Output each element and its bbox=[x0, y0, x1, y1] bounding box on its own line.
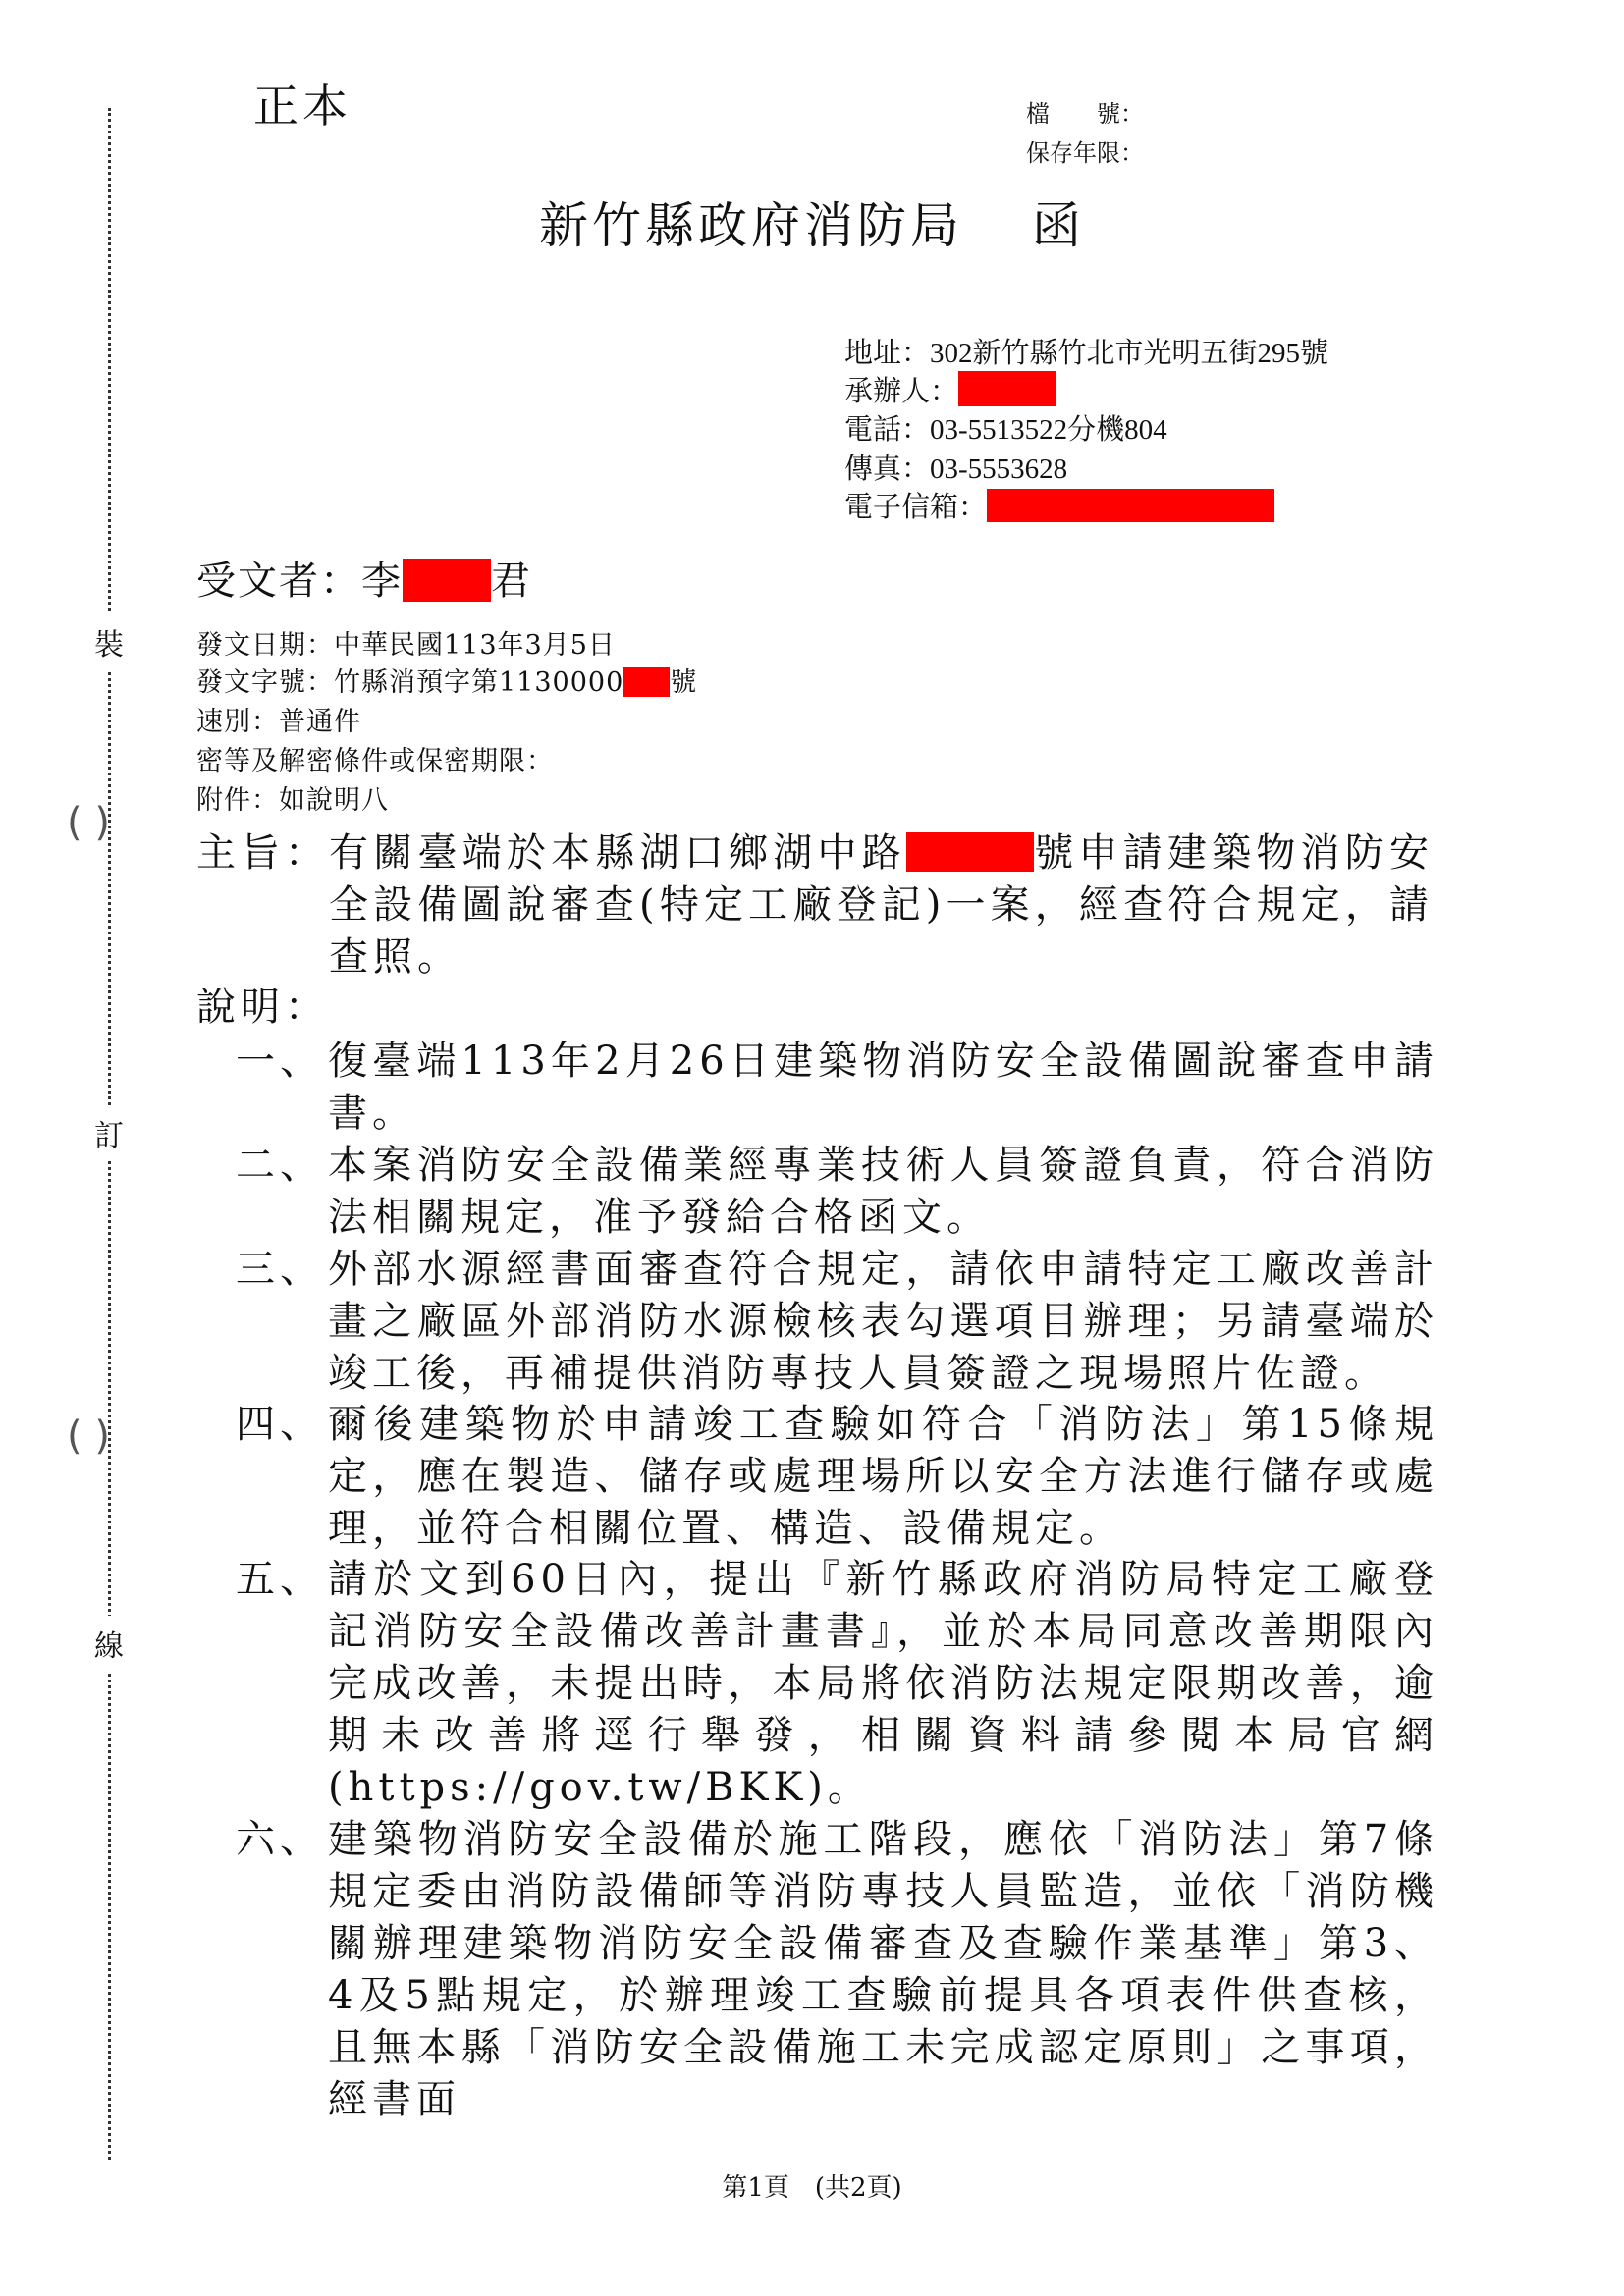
agency-name: 新竹縣政府消防局 bbox=[539, 197, 963, 254]
page-number: 第1頁 (共2頁) bbox=[722, 2173, 902, 2203]
punch-hole-mark: ( ) bbox=[67, 800, 110, 845]
item-number: 一、 bbox=[236, 1039, 324, 1084]
explanation-item bbox=[236, 1244, 1438, 1400]
subject-text bbox=[329, 828, 1434, 984]
speed: 速別：普通件 bbox=[196, 707, 361, 737]
email bbox=[844, 485, 1274, 525]
recipient-suffix: 君 bbox=[491, 559, 532, 604]
binding-mark-xian: 線 bbox=[94, 1616, 124, 1671]
item-text: 建築物消防安全設備於施工階段，應依「消防法」第7條規定委由消防設備師等消防專技人員監造，並依「消防機關辦理建築物消防安全設備審查及查驗作業基準」第3、4及5點規定，於辦理竣工查驗前提具各項表件供查核，且無本縣「消防安全設備施工未完成認定原則」之事項，經書面 bbox=[328, 1817, 1438, 2122]
explanation-label: 說明： bbox=[196, 985, 329, 1030]
item-text: 外部水源經書面審查符合規定，請依申請特定工廠改善計畫之廠區外部消防水源檢核表勾選項目辦理；另請臺端於竣工後，再補提供消防專技人員簽證之現場照片佐證。 bbox=[328, 1247, 1438, 1396]
document-title bbox=[0, 187, 1624, 257]
redaction-box bbox=[906, 832, 1034, 872]
file-number-label: 檔 號： bbox=[1026, 100, 1144, 128]
issue-date: 發文日期：中華民國113年3月5日 bbox=[196, 630, 616, 661]
reference-prefix: 發文字號：竹縣消預字第1130000 bbox=[196, 667, 624, 698]
item-number: 二、 bbox=[236, 1143, 324, 1188]
item-number: 五、 bbox=[236, 1557, 324, 1602]
explanation-item bbox=[236, 1140, 1438, 1244]
address: 地址：302新竹縣竹北市光明五街295號 bbox=[844, 338, 1329, 369]
handler bbox=[844, 369, 1056, 409]
redaction-box bbox=[403, 559, 491, 602]
item-number: 四、 bbox=[236, 1402, 324, 1447]
item-text: 復臺端113年2月26日建築物消防安全設備圖說審查申請書。 bbox=[328, 1039, 1438, 1136]
item-text: 請於文到60日內，提出『新竹縣政府消防局特定工廠登記消防安全設備改善計畫書』，並於本局同意改善期限內完成改善，未提出時，本局將依消防法規定限期改善，逾期未改善將逕行舉發，相關資料請參閱本局官網(https://gov.tw/BKK)。 bbox=[328, 1557, 1438, 1810]
item-text: 本案消防安全設備業經專業技術人員簽證負責，符合消防法相關規定，准予發給合格函文。 bbox=[328, 1143, 1438, 1240]
reference-suffix: 號 bbox=[670, 667, 698, 698]
redaction-box bbox=[987, 489, 1274, 522]
subject-text-part-1: 有關臺端於本縣湖口鄉湖中路 bbox=[329, 830, 906, 876]
secrecy-level: 密等及解密條件或保密期限： bbox=[196, 746, 554, 776]
explanation-item bbox=[236, 1554, 1438, 1814]
explanation-item bbox=[236, 1399, 1438, 1555]
explanation-item bbox=[236, 1036, 1438, 1140]
phone: 電話：03-5513522分機804 bbox=[844, 414, 1167, 446]
redaction-box bbox=[958, 371, 1056, 406]
redaction-box bbox=[623, 667, 670, 697]
item-number: 三、 bbox=[236, 1247, 324, 1292]
recipient bbox=[196, 550, 532, 606]
item-text: 爾後建築物於申請竣工查驗如符合「消防法」第15條規定，應在製造、儲存或處理場所以安全方法進行儲存或處理，並符合相關位置、構造、設備規定。 bbox=[328, 1402, 1438, 1551]
binding-mark-zhuang: 裝 bbox=[94, 614, 124, 669]
binding-mark-ding: 訂 bbox=[94, 1105, 124, 1160]
subject-label: 主旨： bbox=[196, 830, 329, 876]
original-copy-label: 正本 bbox=[253, 80, 352, 133]
subject bbox=[196, 828, 1434, 984]
recipient-label: 受文者：李 bbox=[196, 559, 403, 604]
explanation-item bbox=[236, 1814, 1438, 2126]
subject-text-part-2: 號申請建築物消防安全設備圖說審查(特定工廠登記)一案，經查符合規定，請查照。 bbox=[329, 830, 1435, 980]
punch-hole-mark: ( ) bbox=[67, 1414, 110, 1459]
document-type: 函 bbox=[1032, 197, 1085, 254]
email-label: 電子信箱： bbox=[844, 492, 988, 523]
reference-number bbox=[196, 661, 697, 699]
handler-label: 承辦人： bbox=[844, 376, 959, 407]
fax: 傳真：03-5553628 bbox=[844, 454, 1068, 485]
retention-period-label: 保存年限： bbox=[1026, 139, 1144, 167]
item-number: 六、 bbox=[236, 1817, 324, 1862]
attachment: 附件：如說明八 bbox=[196, 785, 389, 816]
